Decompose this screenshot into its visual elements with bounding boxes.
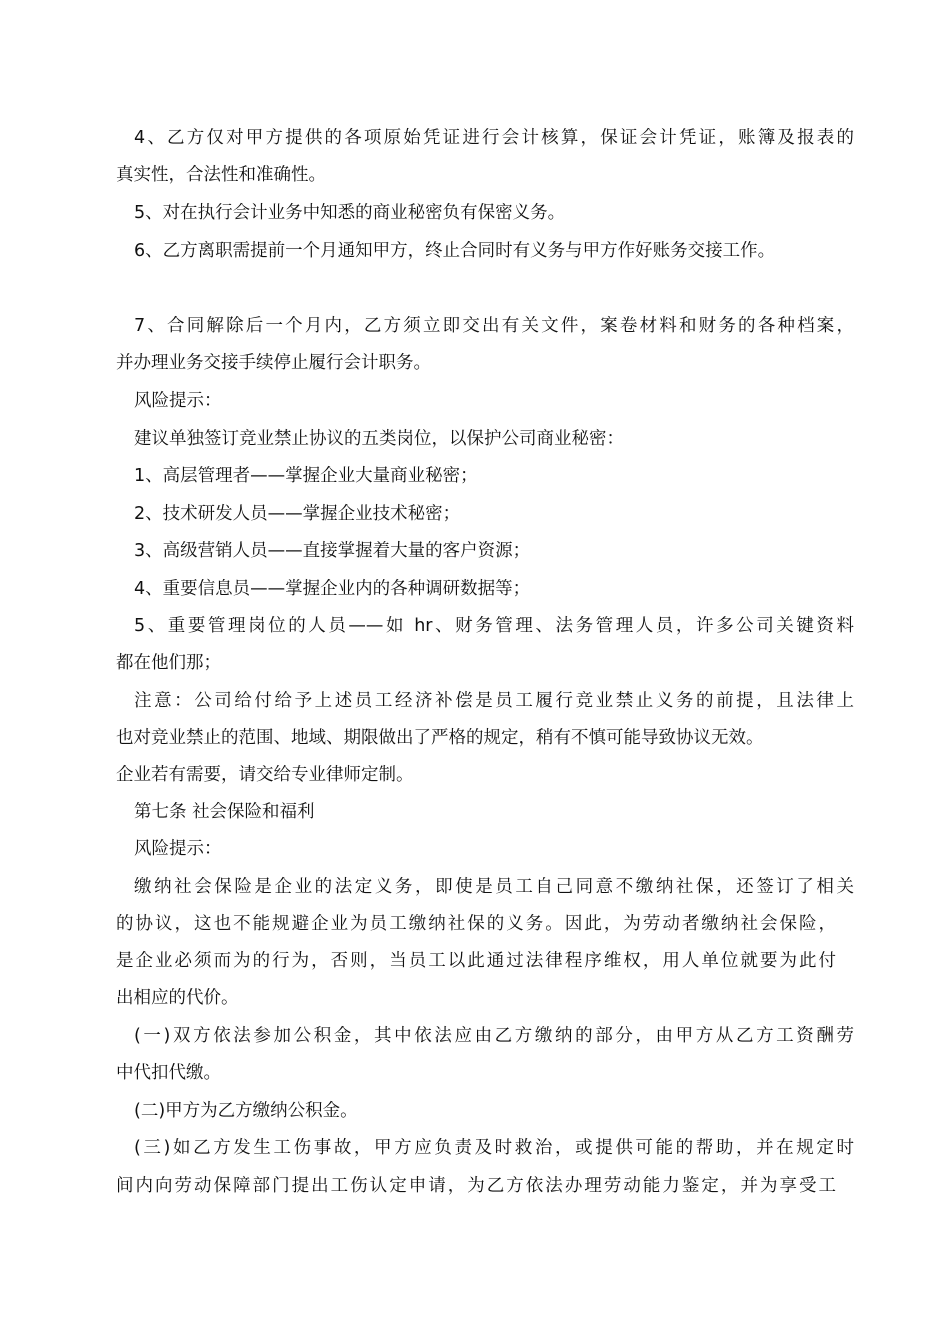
clause-7-line-2: 并办理业务交接手续停止履行会计职务。 bbox=[116, 353, 431, 373]
clause-6: 6、乙方离职需提前一个月通知甲方，终止合同时有义务与甲方作好账务交接工作。 bbox=[134, 241, 776, 261]
note-line-1: 注意：公司给付给予上述员工经济补偿是员工履行竞业禁止义务的前提，且法律上 bbox=[134, 691, 854, 711]
noncompete-item-1: 1、高层管理者——掌握企业大量商业秘密； bbox=[134, 466, 478, 486]
social-insurance-line-3: 是企业必须而为的行为，否则，当员工以此通过法律程序维权，用人单位就要为此付 bbox=[116, 951, 836, 971]
noncompete-item-3: 3、高级营销人员——直接掌握着大量的客户资源； bbox=[134, 541, 531, 561]
noncompete-item-2: 2、技术研发人员——掌握企业技术秘密； bbox=[134, 504, 461, 524]
provident-fund-2: (二)甲方为乙方缴纳公积金。 bbox=[134, 1101, 358, 1121]
social-insurance-line-1: 缴纳社会保险是企业的法定义务，即使是员工自己同意不缴纳社保，还签订了相关 bbox=[134, 877, 854, 897]
clause-5: 5、对在执行会计业务中知悉的商业秘密负有保密义务。 bbox=[134, 203, 566, 223]
noncompete-item-5-line-2: 都在他们那； bbox=[116, 653, 221, 673]
noncompete-intro: 建议单独签订竞业禁止协议的五类岗位，以保护公司商业秘密： bbox=[134, 429, 624, 449]
social-insurance-line-4: 出相应的代价。 bbox=[116, 988, 239, 1008]
noncompete-item-5-line-1: 5、重要管理岗位的人员——如 hr、财务管理、法务管理人员，许多公司关键资料 bbox=[134, 616, 854, 636]
clause-4-line-2: 真实性，合法性和准确性。 bbox=[116, 165, 326, 185]
provident-fund-1-line-2: 中代扣代缴。 bbox=[116, 1063, 221, 1083]
provident-fund-1-line-1: (一)双方依法参加公积金，其中依法应由乙方缴纳的部分，由甲方从乙方工资酬劳 bbox=[134, 1026, 854, 1046]
article-7-title: 第七条 社会保险和福利 bbox=[134, 802, 315, 822]
clause-4-line-1: 4、乙方仅对甲方提供的各项原始凭证进行会计核算，保证会计凭证，账簿及报表的 bbox=[134, 128, 854, 148]
risk-tip-heading-2: 风险提示： bbox=[134, 839, 222, 859]
social-insurance-line-2: 的协议，这也不能规避企业为员工缴纳社保的义务。因此，为劳动者缴纳社会保险， bbox=[116, 914, 836, 934]
noncompete-item-4: 4、重要信息员——掌握企业内的各种调研数据等； bbox=[134, 579, 531, 599]
work-injury-line-2: 间内向劳动保障部门提出工伤认定申请，为乙方依法办理劳动能力鉴定，并为享受工 bbox=[116, 1176, 836, 1196]
risk-tip-heading: 风险提示： bbox=[134, 391, 222, 411]
note-line-3: 企业若有需要，请交给专业律师定制。 bbox=[116, 765, 414, 785]
clause-7-line-1: 7、合同解除后一个月内，乙方须立即交出有关文件，案卷材料和财务的各种档案， bbox=[134, 316, 854, 336]
work-injury-line-1: (三)如乙方发生工伤事故，甲方应负责及时救治，或提供可能的帮助，并在规定时 bbox=[134, 1138, 854, 1158]
note-line-2: 也对竞业禁止的范围、地域、期限做出了严格的规定，稍有不慎可能导致协议无效。 bbox=[116, 728, 764, 748]
